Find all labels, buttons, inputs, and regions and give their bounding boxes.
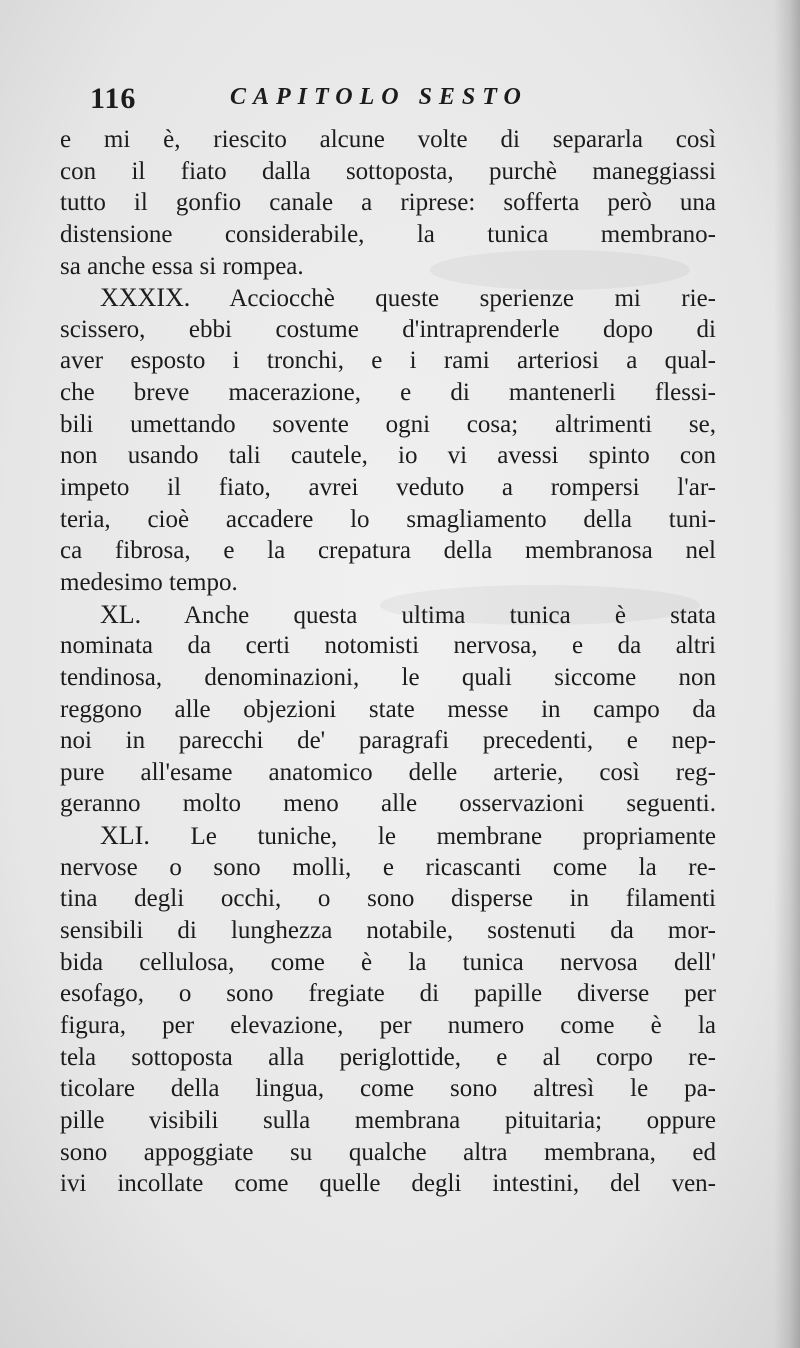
- line-text: ivi incollate come quelle degli intestini, del ven-: [60, 1170, 716, 1198]
- text-line: [60, 409, 716, 441]
- text-line: [60, 535, 716, 567]
- section-number: XXXIX.: [100, 283, 191, 313]
- text-line: [60, 947, 716, 979]
- line-text: tendinosa, denominazioni, le quali siccome non: [60, 663, 716, 691]
- page-edge-shadow: [774, 0, 800, 1348]
- line-text: distensione considerabile, la tunica membrano-: [60, 220, 716, 248]
- line-text: scissero, ebbi costume d'intraprenderle dopo di: [60, 315, 716, 343]
- line-text: con il fiato dalla sottoposta, purchè maneggiassi: [60, 157, 716, 185]
- text-line: [60, 187, 716, 219]
- text-line: [60, 314, 716, 346]
- line-text: pure all'esame anatomico delle arterie, così reg-: [60, 758, 716, 786]
- line-text: geranno molto meno alle osservazioni seguenti.: [60, 790, 716, 818]
- section-number: XLI.: [100, 821, 150, 851]
- line-text: impeto il fiato, avrei veduto a rompersi l'ar-: [60, 474, 716, 502]
- text-line: [60, 915, 716, 947]
- text-line: [60, 852, 716, 884]
- section-first-line: [60, 599, 716, 631]
- section-first-line: [60, 282, 716, 314]
- text-line: [60, 1168, 716, 1200]
- line-text: bida cellulosa, come è la tunica nervosa dell': [60, 948, 716, 976]
- section-first-line: [60, 820, 716, 852]
- line-text: reggono alle objezioni state messe in campo da: [60, 695, 716, 723]
- text-line: [60, 788, 716, 820]
- line-text: ca fibrosa, e la crepatura della membranosa nel: [60, 537, 716, 565]
- line-text: esofago, o sono fregiate di papille diverse per: [60, 980, 716, 1008]
- text-line: [60, 757, 716, 789]
- section-number: XL.: [100, 599, 142, 629]
- page-number: 116: [90, 82, 137, 115]
- text-line: [60, 1042, 716, 1074]
- text-line: [60, 1073, 716, 1105]
- text-line: [60, 156, 716, 188]
- running-head: CAPITOLO SESTO: [230, 84, 528, 110]
- line-text: figura, per elevazione, per numero come è la: [60, 1011, 716, 1039]
- line-text: noi in parecchi de' paragrafi precedenti, e nep-: [60, 727, 716, 755]
- text-line: [60, 725, 716, 757]
- line-text: sono appoggiate su qualche altra membrana, ed: [60, 1138, 716, 1166]
- line-text: Anche questa ultima tunica è stata: [184, 601, 716, 629]
- line-text: nervose o sono molli, e ricascanti come la re-: [60, 853, 716, 881]
- line-text: e mi è, riescito alcune volte di separarla così: [60, 126, 716, 153]
- text-line: [60, 345, 716, 377]
- line-text: sensibili di lunghezza notabile, sostenuti da mor-: [60, 917, 716, 945]
- line-text: tela sottoposta alla periglottide, e al corpo re-: [60, 1043, 716, 1071]
- text-line: [60, 694, 716, 726]
- text-line: [60, 251, 716, 283]
- text-line: [60, 883, 716, 915]
- body-text: [60, 124, 716, 1200]
- line-text: che breve macerazione, e di mantenerli flessi-: [60, 379, 716, 407]
- text-line: [60, 630, 716, 662]
- text-line: [60, 1010, 716, 1042]
- line-text: tutto il gonfio canale a riprese: sofferta però una: [60, 189, 716, 217]
- line-text: Le tuniche, le membrane propriamente: [190, 823, 717, 851]
- text-line: [60, 219, 716, 251]
- line-text: teria, cioè accadere lo smagliamento della tuni-: [60, 505, 716, 533]
- line-text: ticolare della lingua, come sono altresì le pa-: [60, 1075, 716, 1103]
- line-text: nominata da certi notomisti nervosa, e da altri: [60, 632, 716, 660]
- text-line: [60, 1105, 716, 1137]
- text-line: [60, 504, 716, 536]
- line-text: sa anche essa si rompea.: [60, 252, 304, 280]
- line-text: aver esposto i tronchi, e i rami arteriosi a qual-: [60, 347, 716, 375]
- text-line: [60, 377, 716, 409]
- text-line: [60, 440, 716, 472]
- line-text: non usando tali cautele, io vi avessi spinto con: [60, 442, 716, 470]
- text-line: [60, 124, 716, 156]
- line-text: bili umettando sovente ogni cosa; altrimenti se,: [60, 410, 716, 438]
- line-text: pille visibili sulla membrana pituitaria; oppure: [60, 1106, 716, 1134]
- text-line: [60, 472, 716, 504]
- line-text: Acciocchè queste sperienze mi rie-: [229, 285, 716, 313]
- text-line: [60, 567, 716, 599]
- page-header: [90, 76, 570, 126]
- line-text: tina degli occhi, o sono disperse in filamenti: [60, 885, 716, 913]
- text-line: [60, 1137, 716, 1169]
- text-line: [60, 662, 716, 694]
- line-text: medesimo tempo.: [60, 568, 238, 596]
- text-line: [60, 978, 716, 1010]
